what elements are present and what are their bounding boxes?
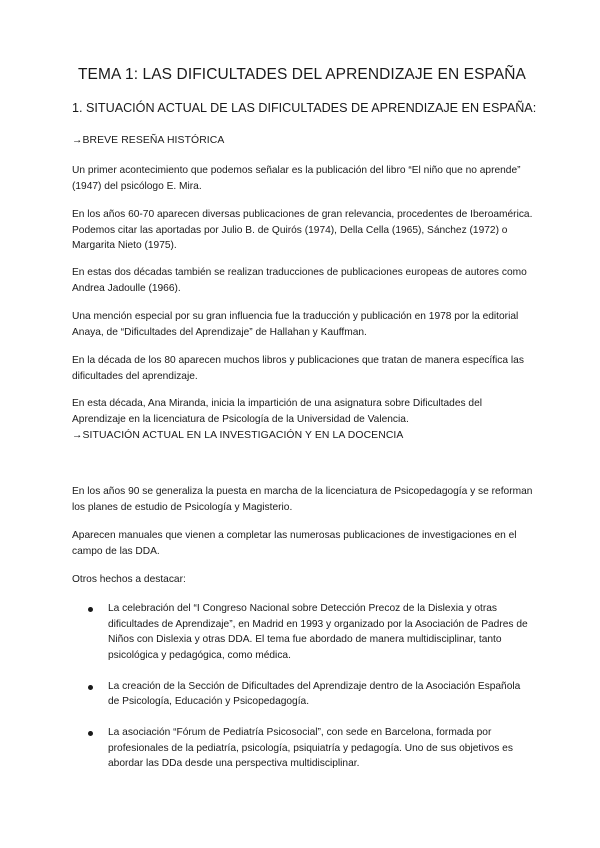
list-item-text: La asociación “Fórum de Pediatría Psicosocial”, con sede en Barcelona, formada por profesionales de la pediatría, psicología, psiquiatría y pedagogía. Uno de sus objetivos es abordar las DDa desde una perspectiva multidisciplinar. [108,727,513,769]
paragraph: Otros hechos a destacar: [72,574,186,585]
paragraph: Una mención especial por su gran influencia fue la traducción y publicación en 1978 por la editorial Anaya, de “Dificultades del Aprendizaje” de Hallahan y Kauffman. [72,311,519,338]
bullet-list [72,601,534,787]
paragraph: En esta década, Ana Miranda, inicia la impartición de una asignatura sobre Dificultades del Aprendizaje en la licenciatura de Psicología de la Universidad de Valencia. [72,398,483,425]
list-item-text: La creación de la Sección de Dificultades del Aprendizaje dentro de la Asociación Española de Psicología, Educación y Psicopedagogía. [108,680,521,707]
bullet-icon [88,685,93,690]
paragraph: En la década de los 80 aparecen muchos libros y publicaciones que tratan de manera específica las dificultades del aprendizaje. [72,355,524,382]
list-item [72,679,534,710]
paragraph: Aparecen manuales que vienen a completar las numerosas publicaciones de investigaciones en el campo de las DDA. [72,530,517,557]
list-item [72,601,534,663]
section-heading: 1. SITUACIÓN ACTUAL DE LAS DIFICULTADES DE APRENDIZAJE EN ESPAÑA: [72,101,537,115]
paragraph: En los años 90 se generaliza la puesta en marcha de la licenciatura de Psicopedagogía y se reforman los planes de estudio de Psicología y Magisterio. [72,486,533,513]
subsection-heading-history: →BREVE RESEÑA HISTÓRICA [72,135,225,146]
paragraph: En estas dos décadas también se realizan traducciones de publicaciones europeas de autores como Andrea Jadoulle (1966). [72,267,527,294]
document-title: TEMA 1: LAS DIFICULTADES DEL APRENDIZAJE EN ESPAÑA [77,66,526,83]
subsection-heading-current: →SITUACIÓN ACTUAL EN LA INVESTIGACIÓN Y EN LA DOCENCIA [72,430,404,441]
bullet-icon [88,731,93,736]
paragraph: En los años 60-70 aparecen diversas publicaciones de gran relevancia, procedentes de Iberoamérica. Podemos citar las aportadas por Julio B. de Quirós (1974), Della Cella (1965), Sánchez (1972) o Margarita Nieto (1975). [72,209,533,251]
list-item-text: La celebración del “I Congreso Nacional sobre Detección Precoz de la Dislexia y otras dificultades de Aprendizaje”, en Madrid en 1993 y organizado por la Asociación de Padres de Niños con Dislexia y otras DDA. El tema fue abordado de manera multidisciplinar, tanto psicológica y pedagógica, como médica. [108,603,528,661]
list-item [72,725,534,772]
paragraph: Un primer acontecimiento que podemos señalar es la publicación del libro “El niño que no aprende” (1947) del psicólogo E. Mira. [72,165,521,192]
bullet-icon [88,607,93,612]
